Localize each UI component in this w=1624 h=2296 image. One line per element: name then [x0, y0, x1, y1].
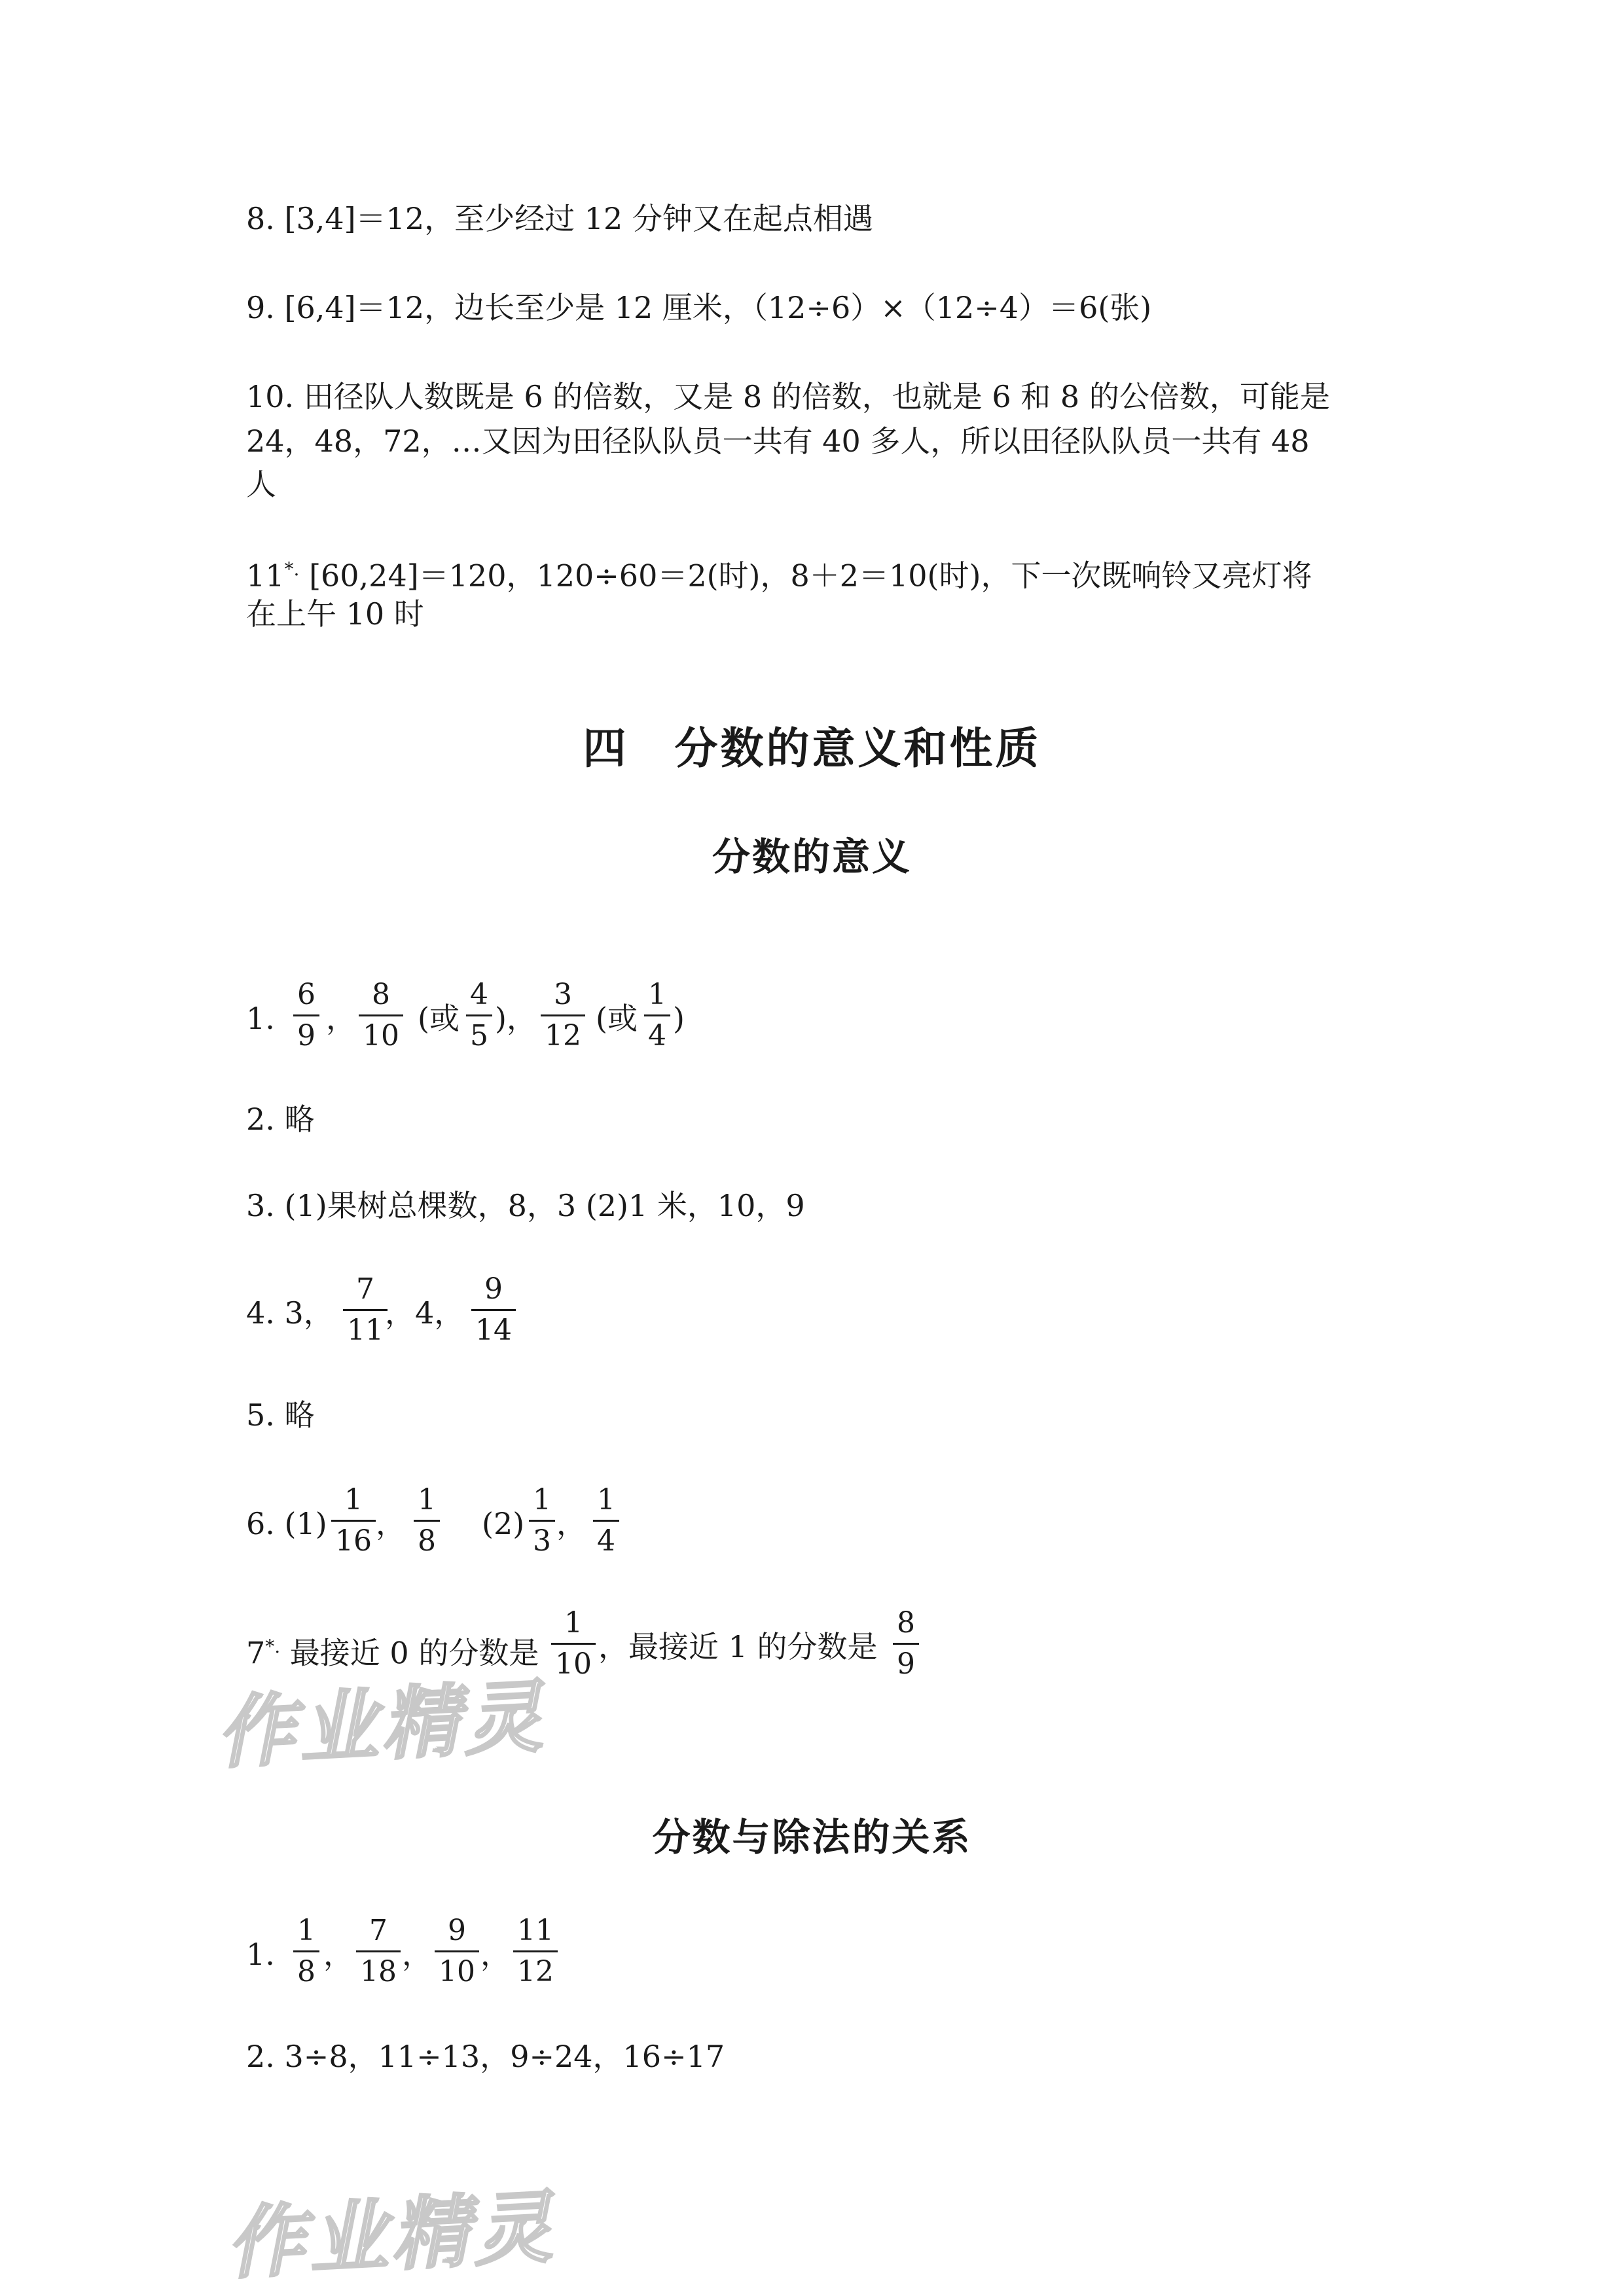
denominator: 9: [297, 1019, 316, 1052]
denominator: 4: [648, 1019, 666, 1052]
numerator: 1: [597, 1483, 615, 1516]
answer-8: 8. [3,4]＝12，至少经过 12 分钟又在起点相遇: [246, 201, 873, 236]
answer-11-line2: 在上午 10 时: [246, 596, 424, 632]
q-label: 1.: [246, 1937, 275, 1972]
q-label: 4. 3，: [246, 1295, 334, 1331]
numerator: 7: [356, 1272, 374, 1306]
denominator: 10: [439, 1955, 475, 1988]
numerator: 3: [554, 978, 572, 1011]
answer-11-text: [60,24]＝120，120÷60＝2(时)，8＋2＝10(时)，下一次既响铃又亮灯将: [299, 558, 1312, 594]
q7-number: 7: [246, 1635, 266, 1671]
fraction: [356, 1911, 401, 1992]
separator: ，: [480, 1937, 511, 1972]
fraction: [541, 975, 585, 1056]
fraction: [359, 975, 403, 1056]
answer-10-line3: 人: [246, 467, 276, 502]
denominator: 14: [475, 1314, 512, 1347]
fraction: [293, 975, 319, 1056]
numerator: 6: [297, 978, 316, 1011]
close-text: ): [673, 1001, 685, 1036]
answer-10-line1: 10. 田径队人数既是 6 的倍数，又是 8 的倍数，也就是 6 和 8 的公倍数，可能是: [246, 379, 1330, 414]
s1-question-2: 2. 略: [246, 1102, 315, 1137]
denominator: 4: [597, 1524, 615, 1558]
fraction: [471, 1270, 516, 1350]
denominator: 18: [360, 1955, 397, 1988]
answer-11-star: *.: [284, 558, 300, 580]
numerator: 9: [448, 1914, 466, 1947]
answer-10-line2: 24，48，72，…又因为田径队队员一共有 40 多人，所以田径队队员一共有 48: [246, 423, 1310, 459]
section-title-division: 分数与除法的关系: [652, 1815, 972, 1859]
q-label: 6. (1): [246, 1506, 327, 1541]
watermark-logo: 作业精灵: [214, 1671, 549, 1780]
fraction: [513, 1911, 558, 1992]
part-2-label: (2): [482, 1506, 525, 1541]
numerator: 1: [418, 1483, 436, 1516]
denominator: 10: [555, 1647, 592, 1681]
denominator: 10: [363, 1019, 399, 1052]
numerator: 1: [648, 978, 666, 1011]
fraction: [893, 1604, 919, 1684]
numerator: 8: [897, 1606, 915, 1640]
fraction: [551, 1604, 596, 1684]
denominator: 5: [470, 1019, 488, 1052]
numerator: 1: [564, 1606, 583, 1640]
q7-star: *.: [265, 1636, 281, 1657]
separator: ，: [556, 1506, 586, 1541]
fraction: [593, 1480, 619, 1561]
fraction: [435, 1911, 479, 1992]
denominator: 16: [335, 1524, 372, 1558]
answer-11-line1: [246, 547, 1312, 598]
q7-text: 最接近 0 的分数是: [280, 1635, 539, 1671]
fraction: [466, 975, 492, 1056]
denominator: 8: [297, 1955, 316, 1988]
denominator: 3: [533, 1524, 551, 1558]
numerator: 1: [533, 1483, 551, 1516]
alt-text: (或: [596, 1001, 638, 1036]
denominator: 8: [418, 1524, 436, 1558]
fraction: [529, 1480, 555, 1561]
answer-9: 9. [6,4]＝12，边长至少是 12 厘米，（12÷6）×（12÷4）＝6(张): [246, 290, 1152, 325]
numerator: 4: [470, 978, 488, 1011]
denominator: 11: [347, 1314, 384, 1347]
section-title-meaning: 分数的意义: [712, 834, 912, 879]
fraction: [343, 1270, 388, 1350]
numerator: 7: [369, 1914, 388, 1947]
s1-question-3: 3. (1)果树总棵数，8，3 (2)1 米，10，9: [246, 1188, 805, 1223]
fraction: [331, 1480, 376, 1561]
denominator: 9: [897, 1647, 915, 1681]
close-text: )，: [495, 1001, 537, 1036]
separator: ，: [326, 1001, 356, 1036]
q-label: 1.: [246, 1001, 275, 1036]
denominator: 12: [545, 1019, 581, 1052]
numerator: 1: [344, 1483, 363, 1516]
numerator: 1: [297, 1914, 316, 1947]
q7-text2: ，最接近 1 的分数是: [598, 1629, 878, 1664]
separator: ，: [402, 1937, 432, 1972]
denominator: 12: [517, 1955, 554, 1988]
s2-question-2: 2. 3÷8，11÷13，9÷24，16÷17: [246, 2039, 725, 2074]
fraction: [414, 1480, 440, 1561]
numerator: 9: [484, 1272, 503, 1306]
fraction: [293, 1911, 319, 1992]
numerator: 8: [372, 978, 390, 1011]
separator: ，: [323, 1937, 353, 1972]
chapter-title: 四 分数的意义和性质: [583, 723, 1041, 774]
numerator: 11: [517, 1914, 554, 1947]
answer-11-number: 11: [246, 558, 285, 594]
fraction: [644, 975, 670, 1056]
mid-text: ，4，: [385, 1295, 465, 1331]
separator: ，: [376, 1506, 406, 1541]
alt-text: (或: [418, 1001, 460, 1036]
watermark-logo: 作业精灵: [224, 2181, 558, 2291]
s1-question-5: 5. 略: [246, 1397, 315, 1433]
